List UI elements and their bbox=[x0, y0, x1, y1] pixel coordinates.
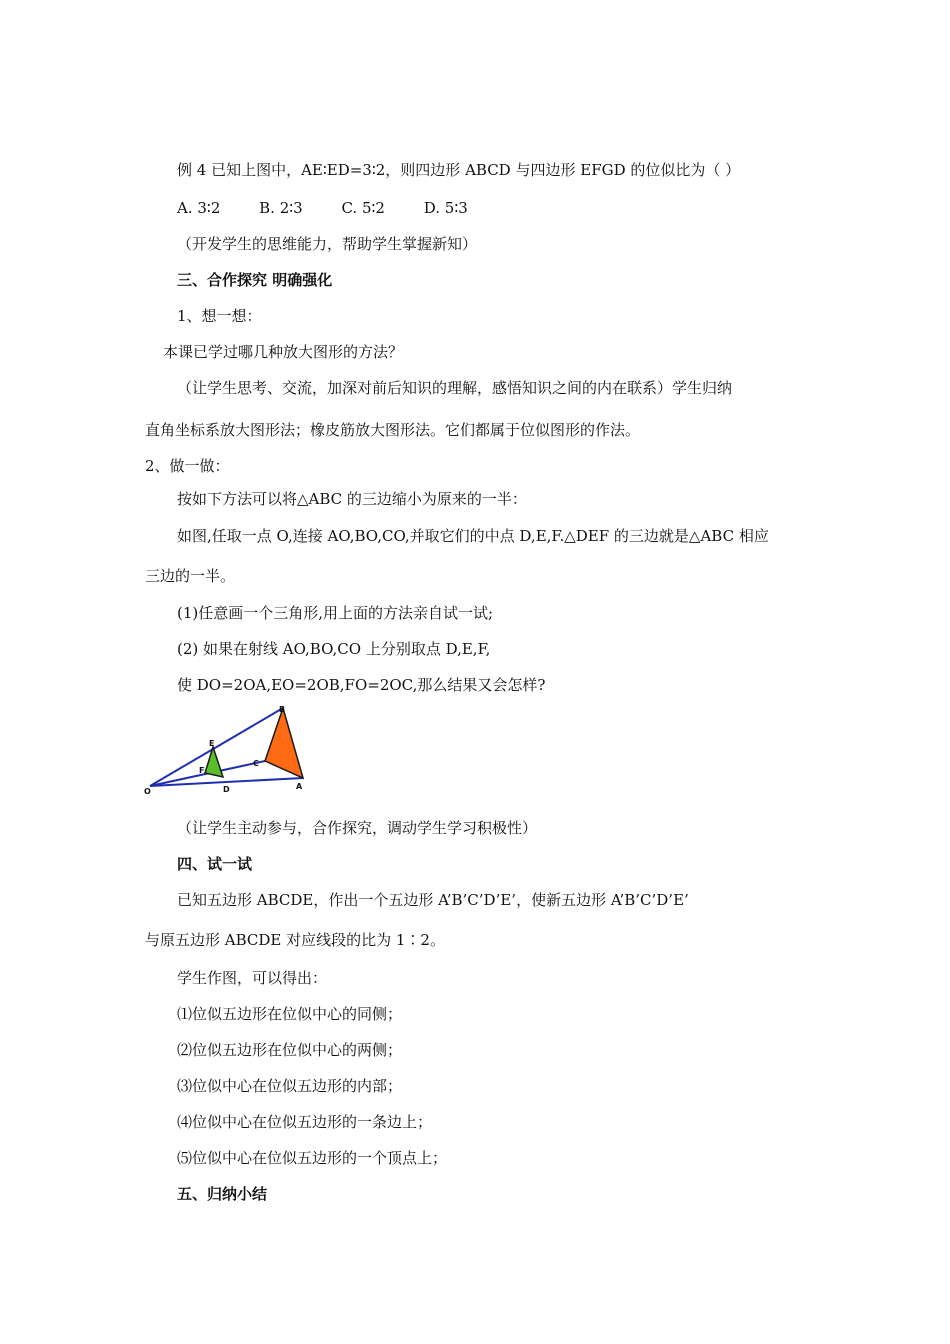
section3-heading: 三、合作探究 明确强化 bbox=[177, 271, 333, 289]
section3-item2: 2、做一做： bbox=[145, 457, 230, 475]
option-a: A. 3∶2 bbox=[177, 199, 221, 217]
section3-paragraph1-line2: 直角坐标系放大图形法；橡皮筋放大图形法。它们都属于位似图形的作法。 bbox=[145, 421, 641, 439]
section3-paragraph3-line2: 三边的一半。 bbox=[145, 567, 236, 585]
section4-list-item-3: ⑶位似中心在位似五边形的内部； bbox=[177, 1077, 403, 1095]
section4-list-item-1: ⑴位似五边形在位似中心的同侧； bbox=[177, 1005, 403, 1023]
label-e: E bbox=[209, 739, 215, 748]
section3-note: （让学生主动参与，合作探究，调动学生学习积极性） bbox=[177, 819, 538, 837]
section3-paragraph3-line1: 如图,任取一点 O,连接 AO,BO,CO,并取它们的中点 D,E,F.△DEF 的三边就是△ABC 相应 bbox=[177, 527, 769, 545]
option-d: D. 5∶3 bbox=[423, 199, 468, 217]
section4-list-item-5: ⑸位似中心在位似五边形的一个顶点上； bbox=[177, 1149, 448, 1167]
label-f: F bbox=[199, 766, 205, 775]
option-c: C. 5∶2 bbox=[341, 199, 385, 217]
section3-task2-cont: 使 DO=2OA,EO=2OB,FO=2OC,那么结果又会怎样? bbox=[177, 676, 546, 694]
section3-question: 本课已学过哪几种放大图形的方法？ bbox=[163, 343, 404, 361]
option-b: B. 2∶3 bbox=[259, 199, 303, 217]
label-c: C bbox=[253, 759, 259, 768]
section5-heading: 五、归纳小结 bbox=[177, 1185, 268, 1203]
section4-list-item-4: ⑷位似中心在位似五边形的一条边上； bbox=[177, 1113, 433, 1131]
large-triangle-abc bbox=[265, 708, 303, 778]
example4-note: （开发学生的思维能力，帮助学生掌握新知） bbox=[177, 235, 478, 253]
example4-options bbox=[177, 198, 502, 218]
example4-question: 例 4 已知上图中，AE∶ED=3∶2，则四边形 ABCD 与四边形 EFGD 的位似比为（ ） bbox=[177, 161, 741, 179]
section4-list-item-2: ⑵位似五边形在位似中心的两侧； bbox=[177, 1041, 403, 1059]
section3-task1: (1)任意画一个三角形,用上面的方法亲自试一试; bbox=[177, 604, 494, 622]
section4-paragraph2: 学生作图，可以得出： bbox=[177, 969, 328, 987]
label-o: O bbox=[144, 787, 151, 795]
section4-paragraph1-line2: 与原五边形 ABCDE 对应线段的比为 1∶2。 bbox=[145, 931, 445, 949]
homothety-figure bbox=[143, 703, 308, 795]
section4-heading: 四、试一试 bbox=[177, 855, 253, 873]
section3-paragraph1-line1: （让学生思考、交流，加深对前后知识的理解，感悟知识之间的内在联系）学生归纳 bbox=[177, 379, 733, 397]
label-b: B bbox=[279, 705, 286, 714]
section3-item1: 1、想一想： bbox=[177, 307, 262, 325]
section3-task2: (2) 如果在射线 AO,BO,CO 上分别取点 D,E,F, bbox=[177, 640, 491, 658]
label-d: D bbox=[223, 785, 230, 794]
section4-paragraph1-line1: 已知五边形 ABCDE，作出一个五边形 A’B’C’D’E’，使新五边形 A’B’C’D’E’ bbox=[177, 891, 689, 909]
label-a: A bbox=[296, 782, 303, 791]
section3-paragraph2: 按如下方法可以将△ABC 的三边缩小为原来的一半： bbox=[177, 490, 527, 508]
